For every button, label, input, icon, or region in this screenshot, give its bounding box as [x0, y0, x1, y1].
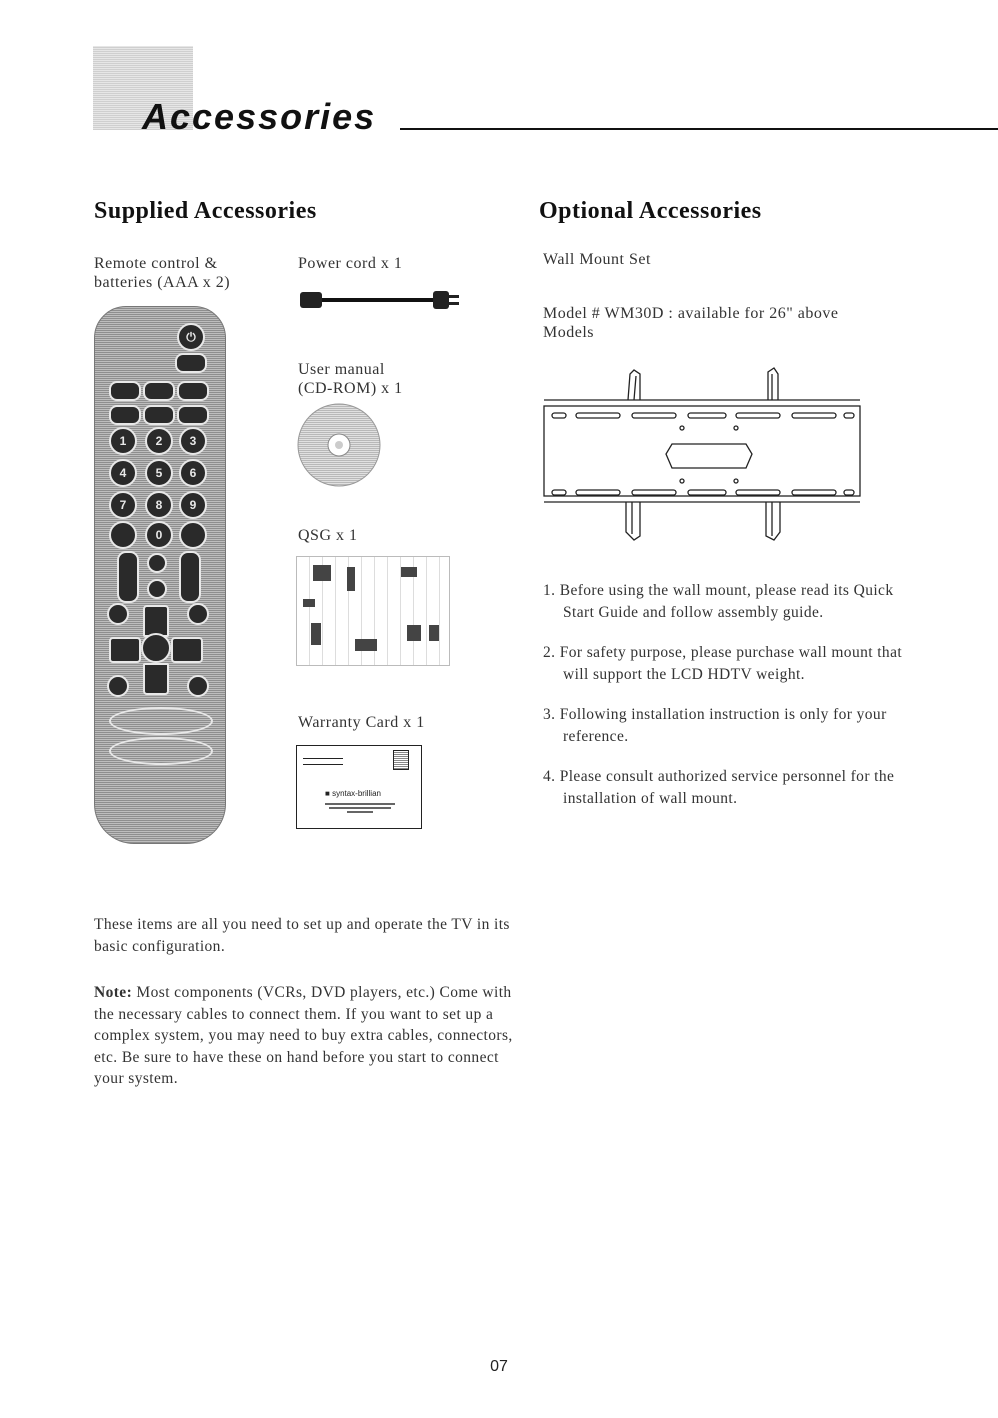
warranty-card-image	[296, 745, 422, 829]
dpad-right-icon	[171, 637, 203, 663]
power-cord-image	[298, 288, 463, 312]
remote-control-image	[94, 306, 226, 844]
instruction-item: 3. Following installation instruction is only for your reference.	[543, 706, 887, 745]
remote-key-icon: 4	[109, 459, 137, 487]
remote-small-key-icon	[107, 675, 129, 697]
page-number: 07	[490, 1358, 508, 1375]
remote-small-key-icon	[147, 579, 167, 599]
page-title: Accessories	[142, 96, 377, 137]
remote-key-icon: 1	[109, 427, 137, 455]
remote-key-icon: 5	[145, 459, 173, 487]
note-text: Most components (VCRs, DVD players, etc.) Come with the necessary cables to connect them. If you want to set up a complex system, you may need to buy extra cables, connectors, etc. Be sure to have these on hand before you start to connect your system.	[94, 984, 513, 1087]
remote-key-icon: 9	[179, 491, 207, 519]
wall-mount-instructions	[543, 580, 903, 828]
volume-rocker-icon	[117, 551, 139, 603]
qsg-figure	[311, 623, 321, 645]
card-line	[303, 758, 343, 759]
remote-pill-icon	[109, 405, 141, 425]
cd-rom-image	[296, 402, 382, 488]
remote-oval-icon	[109, 737, 213, 765]
instruction-item: 2. For safety purpose, please purchase wall mount that will support the LCD HDTV weight.	[543, 644, 903, 683]
warranty-address-print	[325, 801, 395, 815]
optional-heading: Optional Accessories	[539, 198, 762, 224]
remote-key-icon: 7	[109, 491, 137, 519]
warranty-brand-logo: ■ syntax-brillian	[325, 789, 381, 798]
remote-pill-icon	[109, 381, 141, 401]
qsg-image	[296, 556, 450, 666]
card-line	[303, 764, 343, 765]
qsg-figure	[429, 625, 439, 641]
remote-pill-icon	[175, 353, 207, 373]
supplied-heading: Supplied Accessories	[94, 198, 317, 224]
remote-oval-icon	[109, 707, 213, 735]
remote-key-icon	[179, 521, 207, 549]
note-label: Note:	[94, 984, 133, 1001]
warranty-card-label: Warranty Card x 1	[298, 714, 425, 731]
qsg-figure	[407, 625, 421, 641]
qsg-figure	[313, 565, 331, 581]
user-manual-label: User manual (CD-ROM) x 1	[298, 361, 403, 397]
remote-key-icon	[109, 521, 137, 549]
header-rule	[400, 128, 998, 130]
qsg-figure	[401, 567, 417, 577]
remote-small-key-icon	[187, 675, 209, 697]
qsg-figure	[347, 567, 355, 591]
remote-key-icon: 0	[145, 521, 173, 549]
instruction-item: 4. Please consult authorized service personnel for the installation of wall mount.	[543, 768, 895, 807]
dpad-enter-icon	[141, 633, 171, 663]
power-cord-label: Power cord x 1	[298, 255, 403, 272]
qsg-figure	[303, 599, 315, 607]
wall-mount-label: Wall Mount Set	[543, 251, 651, 268]
remote-pill-icon	[177, 405, 209, 425]
remote-pill-icon	[143, 381, 175, 401]
remote-pill-icon	[177, 381, 209, 401]
note-paragraph	[94, 982, 526, 1090]
remote-key-icon: 3	[179, 427, 207, 455]
remote-key-icon: 6	[179, 459, 207, 487]
remote-small-key-icon	[107, 603, 129, 625]
instruction-item: 1. Before using the wall mount, please read its Quick Start Guide and follow assembly guide.	[543, 582, 894, 621]
intro-paragraph: These items are all you need to set up and operate the TV in its basic configuration.	[94, 916, 510, 955]
remote-key-icon: 2	[145, 427, 173, 455]
remote-pill-icon	[143, 405, 175, 425]
stamp-icon	[393, 750, 409, 770]
wall-mount-model: Model # WM30D : available for 26" above Models	[543, 305, 839, 341]
qsg-figure	[355, 639, 377, 651]
remote-key-icon: 8	[145, 491, 173, 519]
remote-small-key-icon	[147, 553, 167, 573]
remote-label: Remote control & batteries (AAA x 2)	[94, 255, 231, 291]
qsg-label: QSG x 1	[298, 527, 358, 544]
dpad-down-icon	[143, 663, 169, 695]
dpad-left-icon	[109, 637, 141, 663]
wall-mount-image	[540, 366, 870, 550]
channel-rocker-icon	[179, 551, 201, 603]
remote-small-key-icon	[187, 603, 209, 625]
power-button-icon: ⏻	[177, 323, 205, 351]
